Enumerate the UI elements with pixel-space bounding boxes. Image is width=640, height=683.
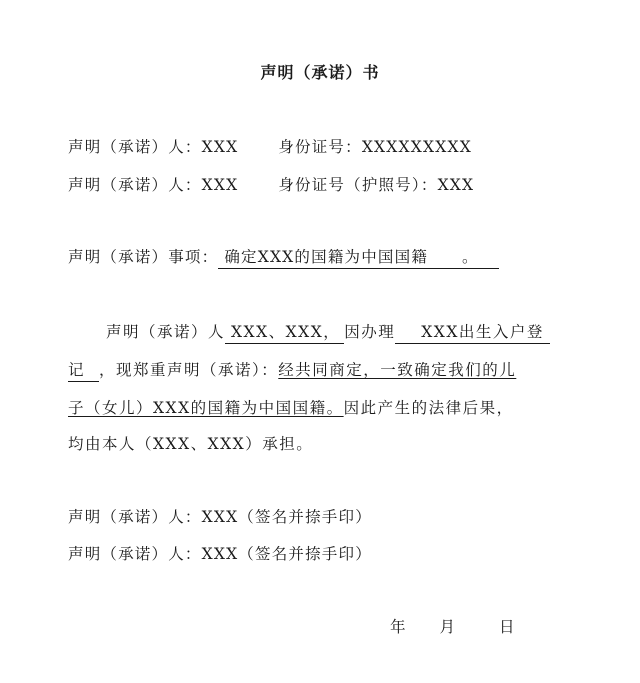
date-month: 月 (439, 618, 456, 636)
body-l2-c: 经共同商定，一致确定我们的儿 (278, 361, 517, 379)
date-year: 年 (390, 618, 406, 636)
date-day: 日 (499, 618, 515, 636)
matter-end: 。 (462, 248, 479, 266)
declarant-1-line (68, 135, 472, 157)
matter-line (68, 245, 499, 269)
matter-field (218, 245, 498, 269)
body-l2-a (68, 358, 99, 382)
body-line-4 (68, 432, 313, 454)
body-l1-reason (395, 320, 550, 344)
signature-2: 声明（承诺）人：XXX（签名并捺手印） (68, 545, 372, 563)
body-l2-a-text: 记 (68, 361, 86, 379)
body-line-2 (68, 358, 516, 382)
matter-value: 确定XXX的国籍为中国国籍 (224, 248, 429, 266)
body-line-1 (106, 320, 550, 344)
declarant-2-label: 声明（承诺）人：XXX (68, 176, 239, 194)
body-l1-names (225, 320, 344, 344)
body-l1-a: 声明（承诺）人 (106, 323, 226, 341)
body-l1-reason-text: XXX出生入户登 (421, 323, 544, 341)
body-l1-names-text: XXX、XXX， (231, 323, 341, 341)
body-l4: 均由本人（XXX、XXX）承担。 (68, 435, 314, 453)
declarant-1-id: 身份证号：XXXXXXXXX (278, 138, 472, 156)
body-l3-b: 因此产生的法律后果， (343, 399, 514, 417)
body-l1-c: 因办理 (344, 323, 396, 341)
body-l2-b: ，现郑重声明（承诺）： (99, 361, 279, 379)
declarant-1-label: 声明（承诺）人：XXX (68, 138, 239, 156)
matter-label: 声明（承诺）事项： (68, 248, 219, 266)
date-line (390, 615, 515, 637)
body-line-3 (68, 396, 514, 418)
body-l3-a: 子（女儿）XXX的国籍为中国国籍。 (68, 399, 344, 417)
declarant-2-id: 身份证号（护照号）：XXX (278, 176, 475, 194)
signature-1: 声明（承诺）人：XXX（签名并捺手印） (68, 508, 372, 526)
declarant-2-line (68, 173, 474, 195)
document-title: 声明（承诺）书 (260, 63, 380, 82)
